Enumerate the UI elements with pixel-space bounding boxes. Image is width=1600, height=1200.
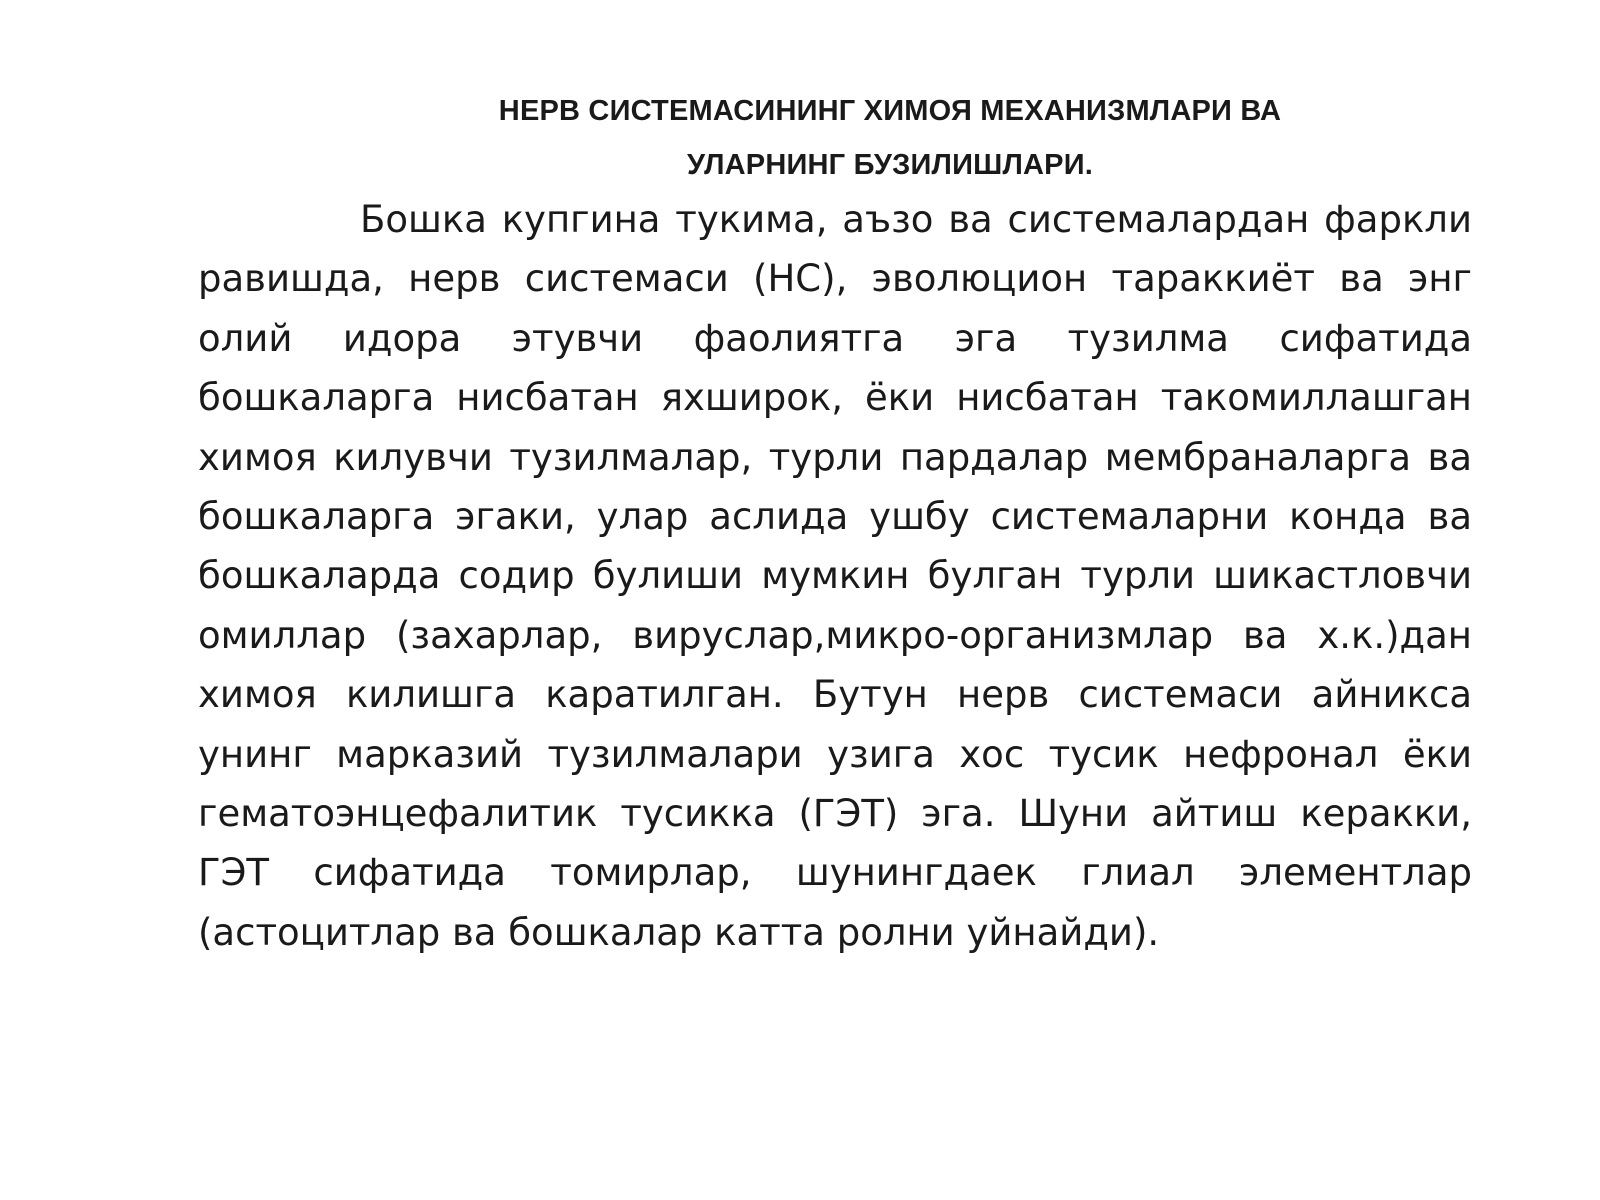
title-line-1: НЕРВ СИСТЕМАСИНИНГ ХИМОЯ МЕХАНИЗМЛАРИ ВА [498, 95, 1282, 127]
body-paragraph: Бошка купгина тукима, аъзо ва системалардан фаркли равишда, нерв системаси (НС), эволюцион тараккиёт ва энг олий идора этувчи фаолиятга эга тузилма сифатида бошкаларга нисбатан яхширок, ёки нисбатан такомиллашган химоя килувчи тузилмалар, турли пардалар мембраналарга ва бошкаларга эгаки, улар аслида ушбу системаларни конда ва бошкаларда содир булиши мумкин булган турли шикастловчи омиллар (захарлар, вируслар,микро-организмлар ва х.к.)дан химоя килишга каратилган. Бутун нерв системаси айникса унинг марказий тузилмалари узига хос тусик нефронал ёки гематоэнцефалитик тусикка (ГЭТ) эга. Шуни айтиш керакки, ГЭТ сифатида томирлар, шунингдаек глиал элементлар (астоцитлар ва бошкалар катта ролни уйнайди). [198, 198, 1472, 954]
title-line-2: УЛАРНИНГ БУЗИЛИШЛАРИ. [686, 149, 1094, 181]
document-title [380, 84, 1400, 192]
